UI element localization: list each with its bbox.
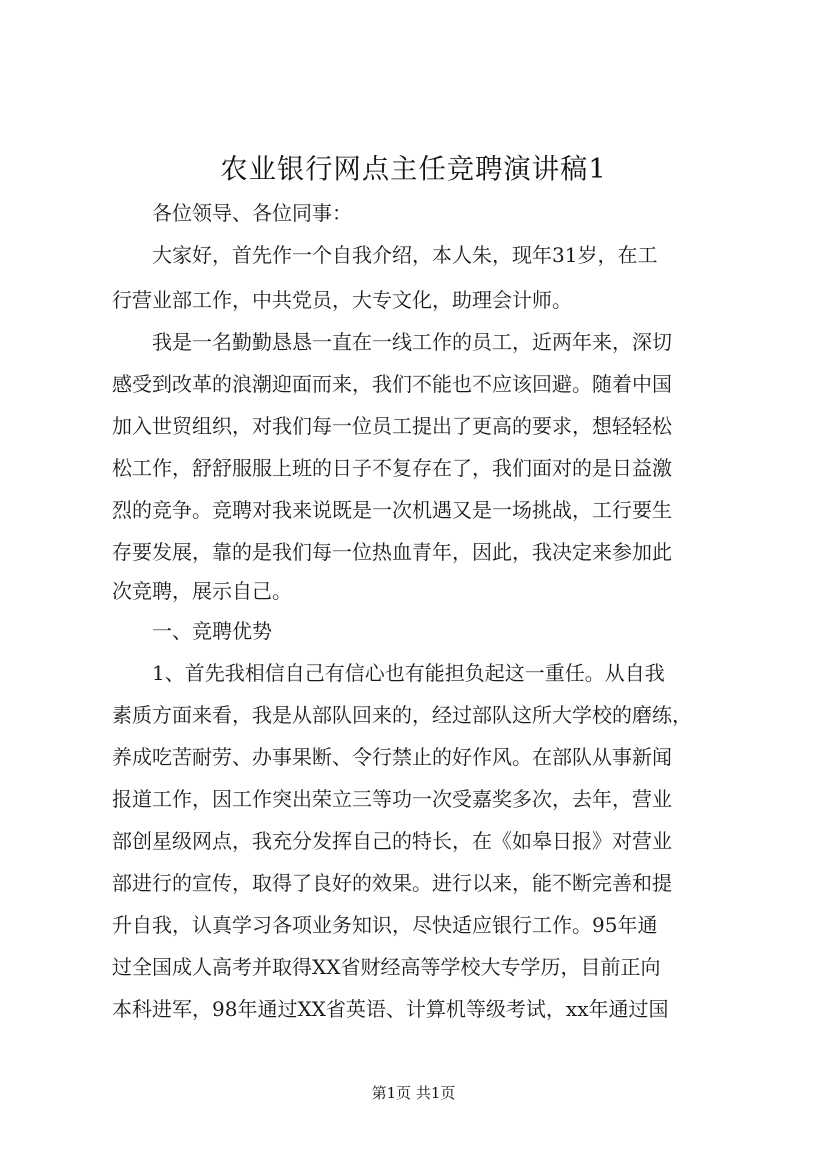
- text-line: 素质方面来看，我是从部队回来的，经过部队这所大学校的磨练，: [112, 703, 692, 727]
- text-line: 烈的竞争。竞聘对我来说既是一次机遇又是一场挑战，工行要生: [112, 498, 672, 522]
- page-footer: 第1页 共1页: [371, 1084, 456, 1102]
- text-line: 各位领导、各位同事：: [112, 201, 352, 225]
- text-line: 1、首先我相信自己有信心也有能担负起这一重任。从自我: [112, 661, 665, 685]
- text-line: 本科进军，98年通过XX省英语、计算机等级考试，xx年通过国: [112, 997, 669, 1021]
- section-heading: 一、竞聘优势: [112, 619, 272, 643]
- page-title: 农业银行网点主任竞聘演讲稿1: [220, 154, 607, 185]
- text-line: 行营业部工作，中共党员，大专文化，助理会计师。: [112, 288, 572, 312]
- text-line: 部创星级网点，我充分发挥自己的特长，在《如皋日报》对营业: [112, 829, 672, 853]
- text-line: 存要发展，靠的是我们每一位热血青年，因此，我决定来参加此: [112, 540, 672, 564]
- text-line: 感受到改革的浪潮迎面而来，我们不能也不应该回避。随着中国: [112, 372, 672, 396]
- text-line: 我是一名勤勤恳恳一直在一线工作的员工，近两年来，深切: [112, 330, 672, 354]
- text-line: 次竞聘，展示自己。: [112, 579, 292, 603]
- text-line: 大家好，首先作一个自我介绍，本人朱，现年31岁，在工: [112, 243, 658, 267]
- text-line: 报道工作，因工作突出荣立三等功一次受嘉奖多次，去年，营业: [112, 787, 672, 811]
- text-line: 升自我，认真学习各项业务知识，尽快适应银行工作。95年通: [112, 913, 658, 937]
- text-line: 松工作，舒舒服服上班的日子不复存在了，我们面对的是日益激: [112, 456, 672, 480]
- text-line: 养成吃苦耐劳、办事果断、令行禁止的好作风。在部队从事新闻: [112, 745, 672, 769]
- text-line: 部进行的宣传，取得了良好的效果。进行以来，能不断完善和提: [112, 871, 672, 895]
- text-line: 加入世贸组织，对我们每一位员工提出了更高的要求，想轻轻松: [112, 414, 672, 438]
- text-line: 过全国成人高考并取得XX省财经高等学校大专学历，目前正向: [112, 955, 661, 979]
